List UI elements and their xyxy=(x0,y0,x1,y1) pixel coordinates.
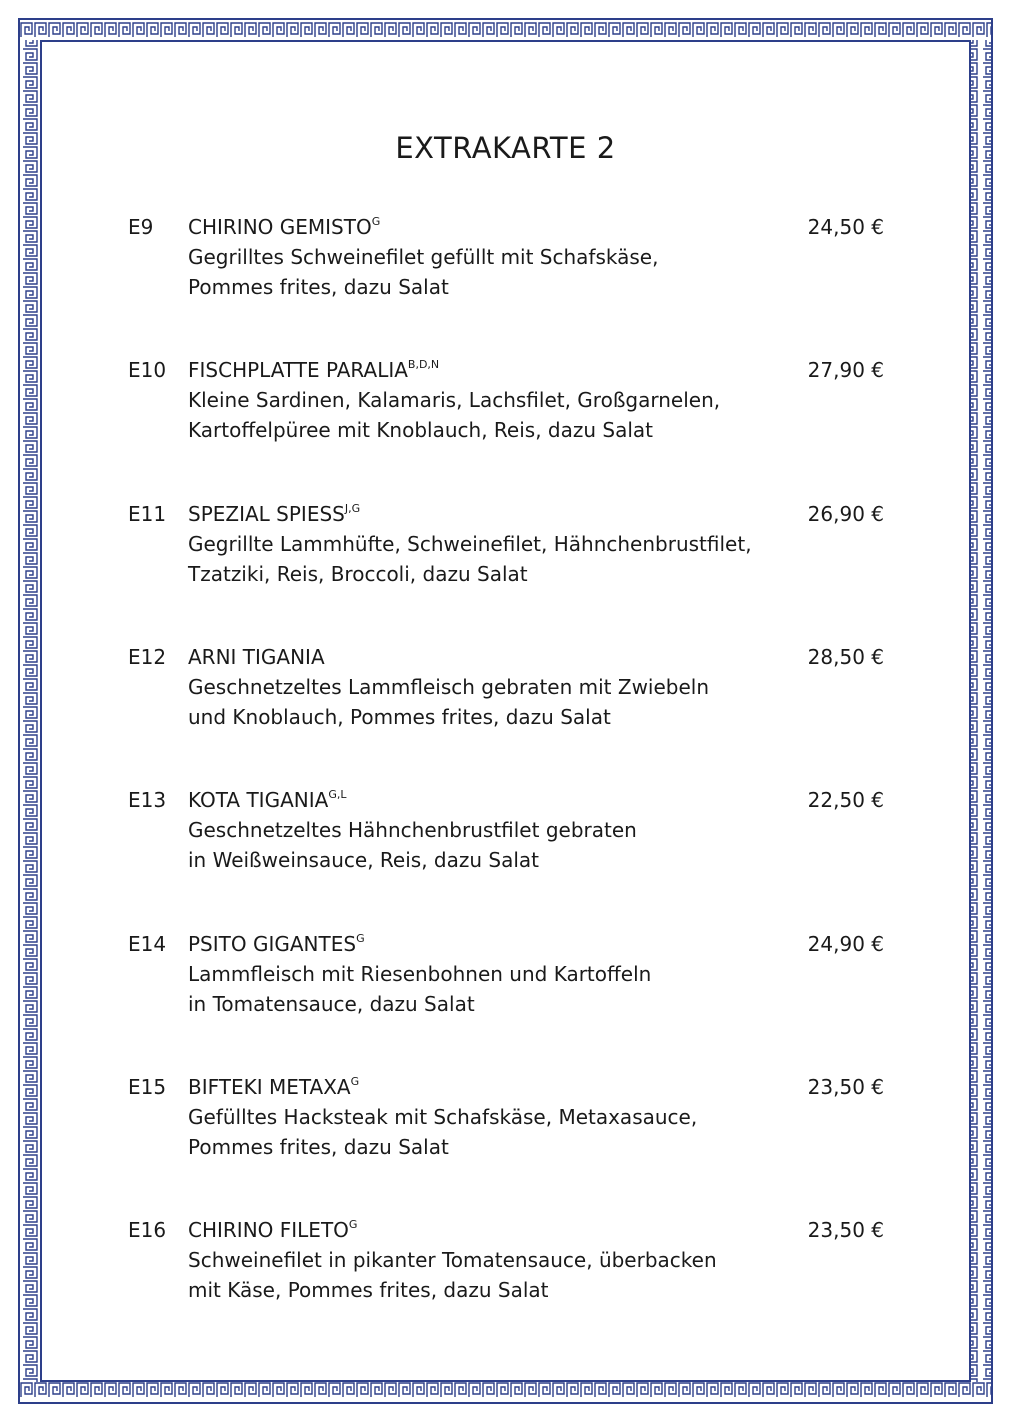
item-description-line-2: in Weißweinsauce, Reis, dazu Salat xyxy=(188,848,539,872)
item-body xyxy=(188,499,788,589)
item-description-line-1: Geschnetzeltes Lammfleisch gebraten mit Zwiebeln xyxy=(188,675,710,699)
item-body xyxy=(188,212,788,302)
item-allergens: B,D,N xyxy=(407,358,440,371)
item-body xyxy=(188,929,788,1019)
item-allergens: G xyxy=(348,1218,358,1231)
item-code: E15 xyxy=(128,1075,167,1099)
menu-item xyxy=(0,212,1011,312)
item-description-line-2: Tzatziki, Reis, Broccoli, dazu Salat xyxy=(188,562,528,586)
item-name xyxy=(188,355,788,385)
item-name-text: FISCHPLATTE PARALIA xyxy=(188,358,408,382)
item-description-line-1: Schweinefilet in pikanter Tomatensauce, überbacken xyxy=(188,1248,717,1272)
item-body xyxy=(188,642,788,732)
item-price: 22,50 € xyxy=(807,788,884,812)
item-allergens: G,L xyxy=(328,788,347,801)
menu-item xyxy=(0,1072,1011,1172)
menu-item xyxy=(0,929,1011,1029)
item-description-line-2: und Knoblauch, Pommes frites, dazu Salat xyxy=(188,705,611,729)
item-body xyxy=(188,1215,788,1305)
item-description-line-2: Pommes frites, dazu Salat xyxy=(188,1135,449,1159)
item-code: E13 xyxy=(128,788,167,812)
item-name-text: CHIRINO FILETO xyxy=(188,1218,349,1242)
menu-item xyxy=(0,785,1011,885)
item-description-line-2: mit Käse, Pommes frites, dazu Salat xyxy=(188,1278,549,1302)
item-name xyxy=(188,1072,788,1102)
item-name xyxy=(188,499,788,529)
item-allergens: J,G xyxy=(344,502,361,515)
item-body xyxy=(188,1072,788,1162)
item-code: E11 xyxy=(128,502,167,526)
item-description-line-1: Lammfleisch mit Riesenbohnen und Kartoffeln xyxy=(188,962,652,986)
item-name-text: ARNI TIGANIA xyxy=(188,645,325,669)
item-code: E10 xyxy=(128,358,167,382)
item-name-text: BIFTEKI METAXA xyxy=(188,1075,351,1099)
item-name-text: KOTA TIGANIA xyxy=(188,788,329,812)
item-price: 27,90 € xyxy=(807,358,884,382)
item-name xyxy=(188,929,788,959)
item-price: 26,90 € xyxy=(807,502,884,526)
item-description-line-1: Gegrilltes Schweinefilet gefüllt mit Schafskäse, xyxy=(188,245,659,269)
item-price: 24,50 € xyxy=(807,215,884,239)
item-name xyxy=(188,642,788,672)
item-body xyxy=(188,785,788,875)
item-name xyxy=(188,1215,788,1245)
item-code: E12 xyxy=(128,645,167,669)
item-description-line-1: Kleine Sardinen, Kalamaris, Lachsfilet, Großgarnelen, xyxy=(188,388,721,412)
item-description-line-2: Pommes frites, dazu Salat xyxy=(188,275,449,299)
item-allergens: G xyxy=(356,932,365,945)
item-price: 23,50 € xyxy=(807,1075,884,1099)
item-description-line-1: Geschnetzeltes Hähnchenbrustfilet gebraten xyxy=(188,818,637,842)
item-code: E9 xyxy=(128,215,154,239)
item-price: 23,50 € xyxy=(807,1218,884,1242)
item-price: 28,50 € xyxy=(807,645,884,669)
item-price: 24,90 € xyxy=(807,932,884,956)
item-description-line-2: in Tomatensauce, dazu Salat xyxy=(188,992,475,1016)
page-title: EXTRAKARTE 2 xyxy=(395,131,616,166)
item-description-line-1: Gefülltes Hacksteak mit Schafskäse, Metaxasauce, xyxy=(188,1105,698,1129)
item-name-text: CHIRINO GEMISTO xyxy=(188,215,372,239)
item-code: E14 xyxy=(128,932,167,956)
menu-item xyxy=(0,1215,1011,1315)
menu-item xyxy=(0,355,1011,455)
item-body xyxy=(188,355,788,445)
item-code: E16 xyxy=(128,1218,167,1242)
item-allergens: G xyxy=(350,1075,360,1088)
menu-item xyxy=(0,499,1011,599)
item-name-text: PSITO GIGANTES xyxy=(188,932,357,956)
item-allergens: G xyxy=(371,215,381,228)
item-description-line-2: Kartoffelpüree mit Knoblauch, Reis, dazu Salat xyxy=(188,418,653,442)
item-name-text: SPEZIAL SPIESS xyxy=(188,502,345,526)
item-name xyxy=(188,212,788,242)
menu-item xyxy=(0,642,1011,742)
item-name xyxy=(188,785,788,815)
item-description-line-1: Gegrillte Lammhüfte, Schweinefilet, Hähnchenbrustfilet, xyxy=(188,532,752,556)
